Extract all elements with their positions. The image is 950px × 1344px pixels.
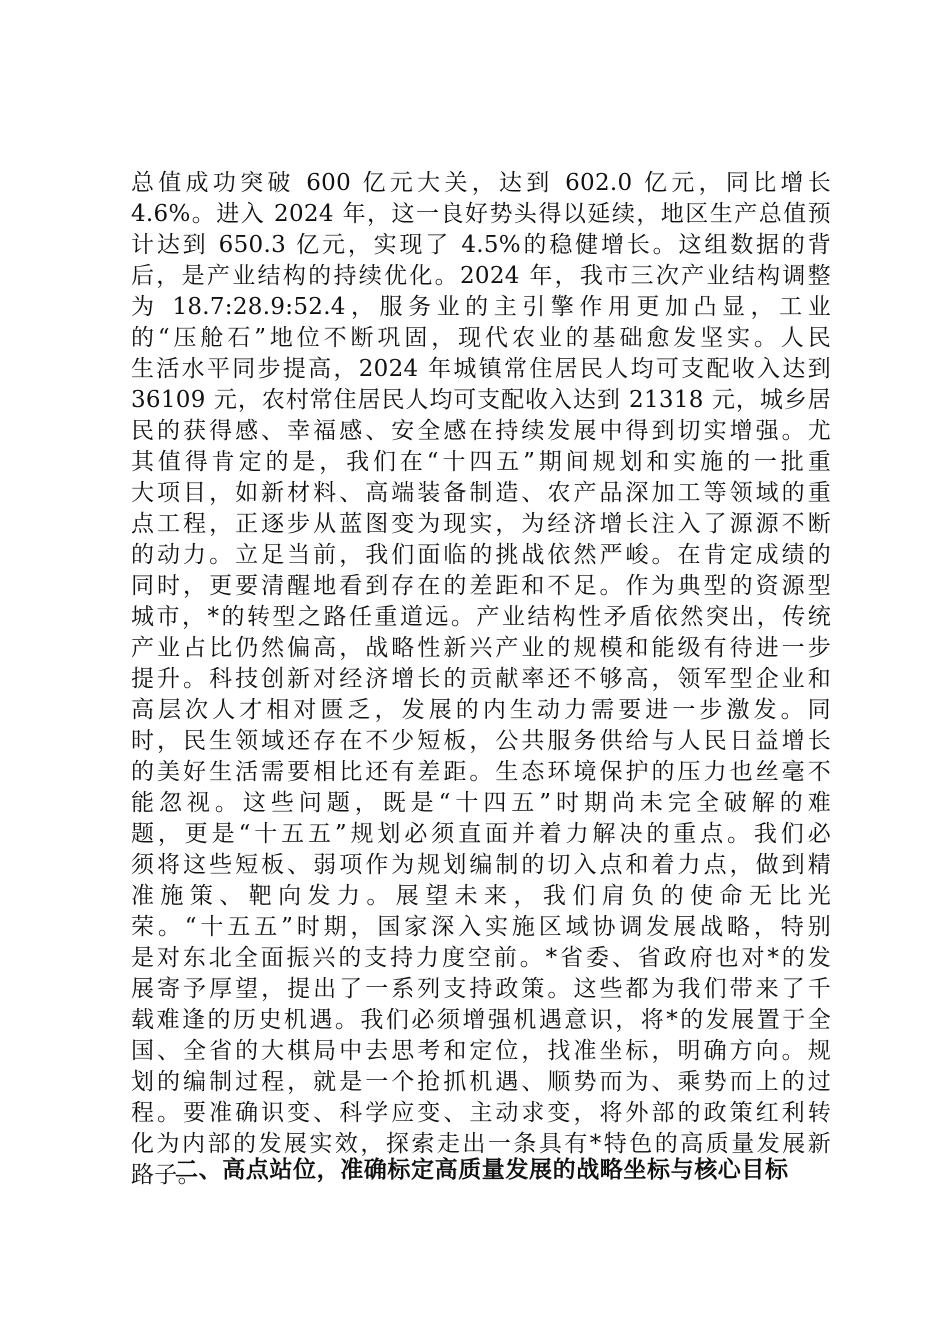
paragraph-line: 其值得肯定的是，我们在“十四五”期间规划和实施的一批重 [131, 449, 831, 475]
paragraph-line: 产业占比仍然偏高，战略性新兴产业的规模和能级有待进一步 [131, 635, 831, 661]
paragraph-line: 时，民生领域还存在不少短板，公共服务供给与人民日益增长 [131, 728, 831, 754]
body-paragraph [131, 168, 831, 1191]
paragraph-line: 民的获得感、幸福感、安全感在持续发展中得到切实增强。尤 [131, 418, 831, 444]
paragraph-line: 化为内部的发展实效，探索走出一条具有*特色的高质量发展新 [131, 1131, 831, 1157]
paragraph-line: 计达到 650.3 亿元，实现了 4.5%的稳健增长。这组数据的背 [131, 232, 831, 258]
paragraph-line: 城市，*的转型之路任重道远。产业结构性矛盾依然突出，传统 [131, 604, 831, 630]
paragraph-line: 展寄予厚望，提出了一系列支持政策。这些都为我们带来了千 [131, 976, 831, 1002]
section-heading: 二、高点站位，准确标定高质量发展的战略坐标与核心目标 [175, 1157, 789, 1183]
paragraph-line: 大项目，如新材料、高端装备制造、农产品深加工等领域的重 [131, 480, 831, 506]
paragraph-line: 为 18.7:28.9:52.4，服务业的主引擎作用更加凸显，工业 [131, 294, 831, 320]
paragraph-line: 载难逢的历史机遇。我们必须增强机遇意识，将*的发展置于全 [131, 1007, 831, 1033]
paragraph-line: 生活水平同步提高，2024 年城镇常住居民人均可支配收入达到 [131, 356, 831, 382]
paragraph-line: 程。要准确识变、科学应变、主动求变，将外部的政策红利转 [131, 1100, 831, 1126]
paragraph-line: 能忽视。这些问题，既是“十四五”时期尚未完全破解的难 [131, 790, 831, 816]
paragraph-line: 路子。 [131, 1162, 201, 1188]
paragraph-line: 的“压舱石”地位不断巩固，现代农业的基础愈发坚实。人民 [131, 325, 831, 351]
paragraph-line: 须将这些短板、弱项作为规划编制的切入点和着力点，做到精 [131, 852, 831, 878]
paragraph-line: 准施策、靶向发力。展望未来，我们肩负的使命无比光 [131, 883, 831, 909]
paragraph-line: 题，更是“十五五”规划必须直面并着力解决的重点。我们必 [131, 821, 831, 847]
paragraph-line: 点工程，正逐步从蓝图变为现实，为经济增长注入了源源不断 [131, 511, 831, 537]
paragraph-line: 提升。科技创新对经济增长的贡献率还不够高，领军型企业和 [131, 666, 831, 692]
paragraph-line: 的美好生活需要相比还有差距。生态环境保护的压力也丝毫不 [131, 759, 831, 785]
paragraph-line: 后，是产业结构的持续优化。2024 年，我市三次产业结构调整 [131, 263, 831, 289]
paragraph-line: 划的编制过程，就是一个抢抓机遇、顺势而为、乘势而上的过 [131, 1069, 831, 1095]
paragraph-line: 36109 元，农村常住居民人均可支配收入达到 21318 元，城乡居 [131, 387, 831, 413]
paragraph-line: 是对东北全面振兴的支持力度空前。*省委、省政府也对*的发 [131, 945, 831, 971]
paragraph-line: 荣。“十五五”时期，国家深入实施区域协调发展战略，特别 [131, 914, 831, 940]
paragraph-line: 的动力。立足当前，我们面临的挑战依然严峻。在肯定成绩的 [131, 542, 831, 568]
paragraph-line: 4.6%。进入 2024 年，这一良好势头得以延续，地区生产总值预 [131, 201, 831, 227]
paragraph-line: 高层次人才相对匮乏，发展的内生动力需要进一步激发。同 [131, 697, 831, 723]
paragraph-line: 国、全省的大棋局中去思考和定位，找准坐标，明确方向。规 [131, 1038, 831, 1064]
paragraph-line: 总值成功突破 600 亿元大关，达到 602.0 亿元，同比增长 [131, 170, 831, 196]
paragraph-line: 同时，更要清醒地看到存在的差距和不足。作为典型的资源型 [131, 573, 831, 599]
